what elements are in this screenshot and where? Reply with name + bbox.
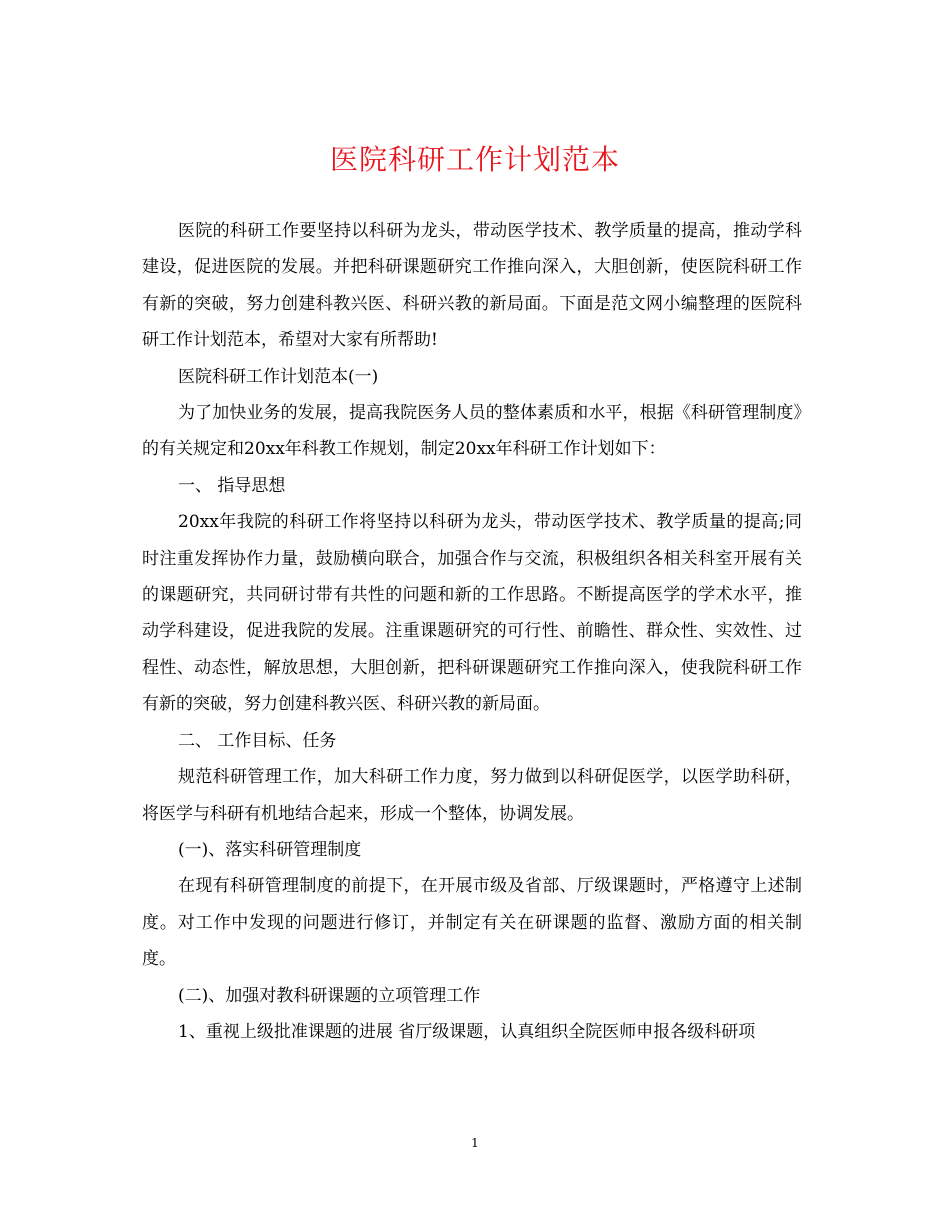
- document-title: 医院科研工作计划范本: [329, 143, 620, 176]
- subheading: (二)、加强对教科研课题的立项管理工作: [178, 985, 481, 1006]
- paragraph: 20xx年我院的科研工作将坚持以科研为龙头，带动医学技术、教学质量的提高;同时注重发挥协作力量，鼓励横向联合，加强合作与交流，积极组织各相关科室开展有关的课题研究，共同研讨带有共性的问题和新的工作思路。不断提高医学的学术水平，推动学科建设，促进我院的发展。注重课题研究的可行性、前瞻性、群众性、实效性、过程性、动态性，解放思想，大胆创新，把科研课题研究工作推向深入，使我院科研工作有新的突破，努力创建科教兴医、科研兴教的新局面。: [142, 512, 802, 715]
- heading-goals-tasks: 二、 工作目标、任务: [178, 730, 337, 751]
- paragraph: 为了加快业务的发展，提高我院医务人员的整体素质和水平，根据《科研管理制度》的有关规定和20xx年科教工作规划，制定20xx年科研工作计划如下：: [142, 403, 802, 460]
- paragraph: 在现有科研管理制度的前提下，在开展市级及省部、厅级课题时，严格遵守上述制度。对工作中发现的问题进行修订，并制定有关在研课题的监督、激励方面的相关制度。: [142, 876, 802, 970]
- subheading: (一)、落实科研管理制度: [178, 839, 362, 860]
- document-body: [142, 213, 802, 1050]
- paragraph-section-heading: 医院科研工作计划范本(一): [178, 366, 379, 387]
- paragraph: 1、重视上级批准课题的进展 省厅级课题，认真组织全院医师申报各级科研项: [178, 1021, 756, 1042]
- heading-guiding-ideology: 一、 指导思想: [178, 475, 286, 496]
- paragraph: 规范科研管理工作，加大科研工作力度，努力做到以科研促医学，以医学助科研，将医学与科研有机地结合起来，形成一个整体，协调发展。: [142, 767, 802, 824]
- page-number: 1: [471, 1136, 479, 1150]
- paragraph-intro: 医院的科研工作要坚持以科研为龙头，带动医学技术、教学质量的提高，推动学科建设，促进医院的发展。并把科研课题研究工作推向深入，大胆创新，使医院科研工作有新的突破，努力创建科教兴医、科研兴教的新局面。下面是范文网小编整理的医院科研工作计划范本，希望对大家有所帮助!: [142, 221, 802, 351]
